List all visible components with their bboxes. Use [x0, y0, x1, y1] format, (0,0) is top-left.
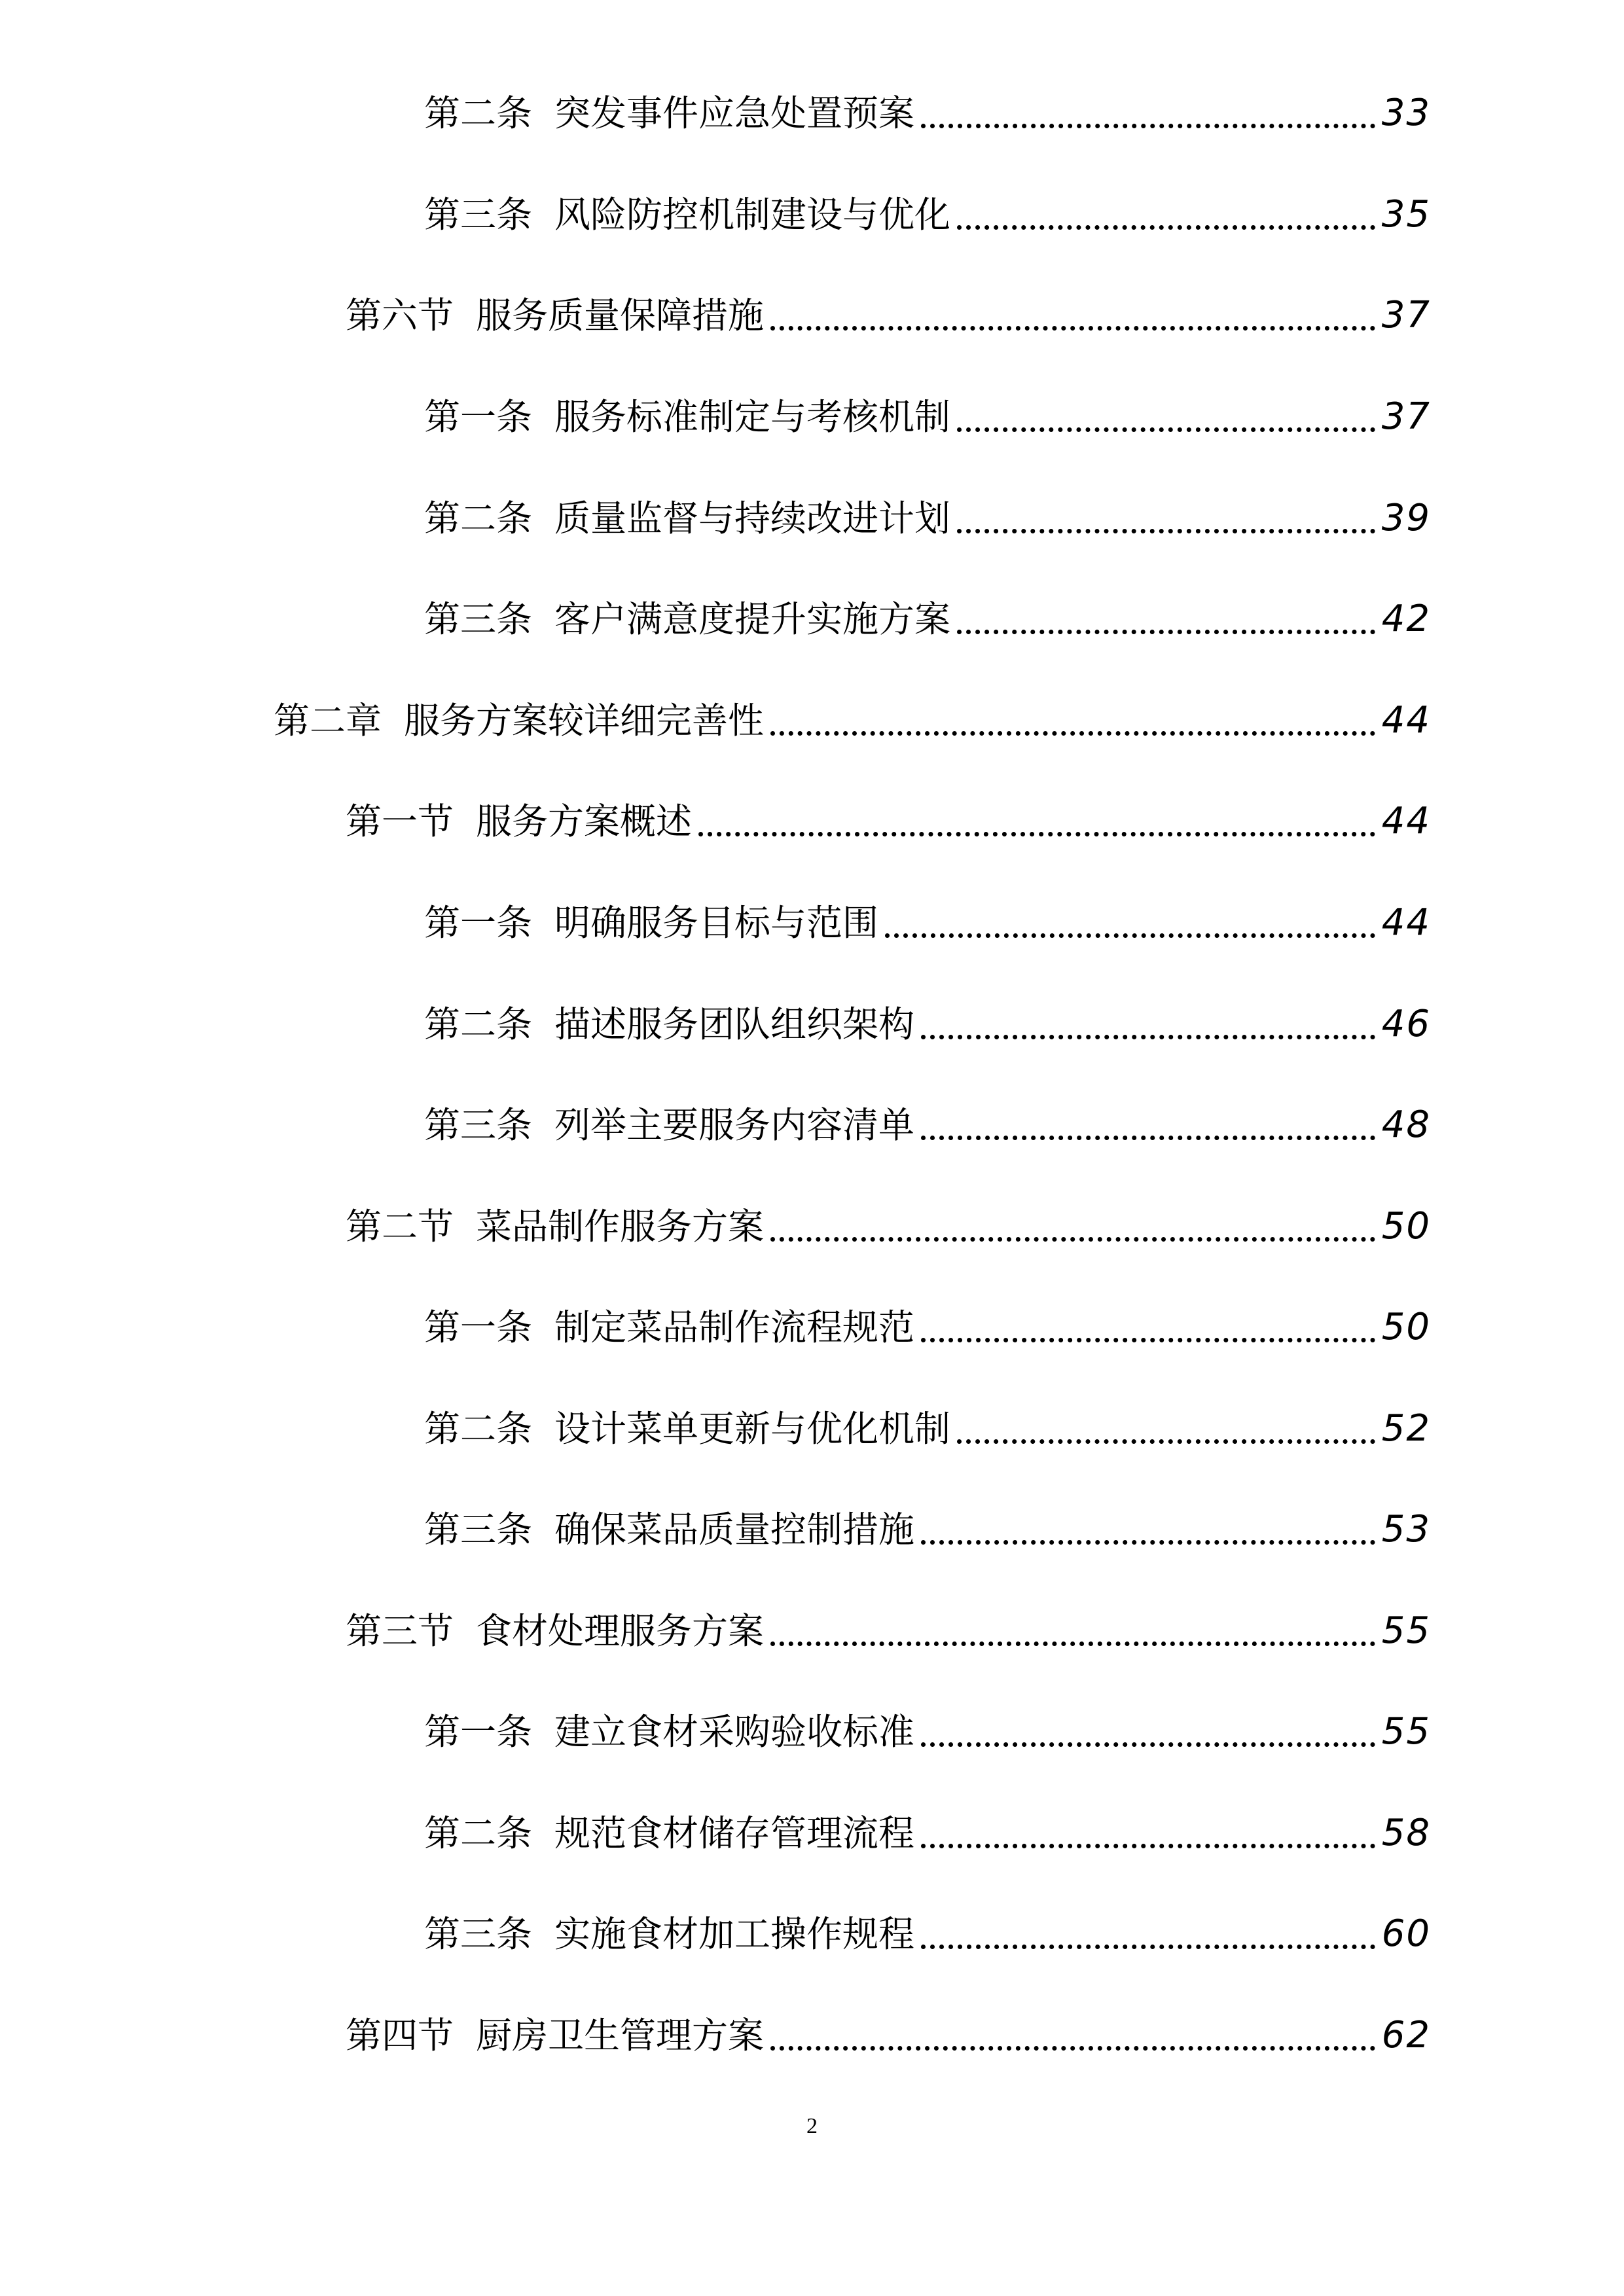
toc-entry-page: 55: [1381, 1710, 1431, 1753]
toc-entry[interactable]: [424, 893, 1431, 952]
toc-entry-number: 第二章: [274, 700, 382, 742]
toc-entry[interactable]: [346, 1602, 1431, 1660]
toc-entry-page: 48: [1381, 1103, 1431, 1146]
toc-entry-page: 58: [1381, 1812, 1431, 1854]
dot-leader: [770, 730, 1375, 736]
toc-entry-page: 44: [1381, 901, 1431, 944]
toc-entry[interactable]: [274, 691, 1431, 750]
toc-entry-number: 第二条: [424, 92, 533, 134]
toc-entry-label: [424, 590, 950, 649]
toc-entry-number: 第三条: [424, 1509, 533, 1551]
toc-entry-label: [346, 286, 764, 345]
toc-entry-number: 第三条: [424, 598, 533, 640]
toc-entry-number: 第二条: [424, 1408, 533, 1450]
toc-entry-page: 39: [1381, 497, 1431, 539]
toc-entry-label: [424, 995, 914, 1054]
toc-entry-title: 厨房卫生管理方案: [476, 2015, 765, 2056]
toc-entry-page: 44: [1381, 800, 1431, 842]
toc-entry-page: 42: [1381, 598, 1431, 640]
toc-entry-title: 实施食材加工操作规程: [554, 1913, 915, 1955]
toc-entry-label: [424, 1905, 914, 1964]
toc-entry-page: 60: [1381, 1912, 1431, 1955]
toc-entry-title: 风险防控机制建设与优化: [554, 194, 951, 236]
toc-entry-page: 37: [1381, 395, 1431, 438]
toc-entry-page: 35: [1381, 193, 1431, 236]
toc-entry[interactable]: [424, 489, 1431, 548]
toc-entry-title: 确保菜品质量控制措施: [554, 1509, 915, 1551]
toc-entry-number: 第二节: [346, 1206, 454, 1247]
toc-entry[interactable]: [424, 185, 1431, 244]
toc-entry[interactable]: [424, 84, 1431, 143]
toc-entry-page: 37: [1381, 294, 1431, 336]
toc-entry-label: [346, 1197, 764, 1256]
toc-entry-number: 第三条: [424, 1913, 533, 1955]
toc-entry-label: [346, 792, 692, 851]
toc-entry[interactable]: [424, 1905, 1431, 1964]
toc-entry[interactable]: [424, 1298, 1431, 1357]
toc-entry-label: [346, 1602, 764, 1660]
dot-leader: [921, 123, 1375, 128]
toc-entry-page: 50: [1381, 1205, 1431, 1247]
dot-leader: [770, 1236, 1375, 1242]
toc-entry-label: [424, 893, 878, 952]
toc-entry-number: 第三条: [424, 1104, 533, 1146]
toc-entry[interactable]: [424, 1500, 1431, 1559]
toc-entry-number: 第一节: [346, 800, 454, 842]
toc-entry[interactable]: [346, 1197, 1431, 1256]
dot-leader: [921, 1742, 1375, 1747]
toc-entry-title: 质量监督与持续改进计划: [554, 497, 951, 539]
dot-leader: [957, 629, 1375, 634]
dot-leader: [921, 1034, 1375, 1039]
dot-leader: [921, 1944, 1375, 1949]
toc-entry-label: [424, 1298, 914, 1357]
toc-entry-page: 46: [1381, 1003, 1431, 1045]
toc-entry-number: 第二条: [424, 1003, 533, 1045]
dot-leader: [957, 528, 1375, 533]
toc-entry-label: [424, 387, 950, 446]
toc-entry-number: 第三节: [346, 1610, 454, 1652]
toc-entry-label: [346, 2006, 764, 2065]
dot-leader: [921, 1337, 1375, 1342]
toc-entry-number: 第三条: [424, 194, 533, 236]
dot-leader: [921, 1843, 1375, 1848]
toc-entry-label: [424, 489, 950, 548]
toc-entry[interactable]: [424, 387, 1431, 446]
dot-leader: [770, 2045, 1375, 2051]
toc-entry-page: 55: [1381, 1609, 1431, 1652]
toc-entry-number: 第六节: [346, 295, 454, 336]
toc-entry-page: 52: [1381, 1407, 1431, 1450]
toc-entry-label: [424, 1804, 914, 1863]
toc-entry-label: [424, 84, 914, 143]
toc-entry-label: [424, 1500, 914, 1559]
toc-entry[interactable]: [424, 1399, 1431, 1458]
toc-entry-page: 44: [1381, 699, 1431, 742]
dot-leader: [770, 1641, 1375, 1646]
toc-entry-title: 食材处理服务方案: [476, 1610, 765, 1652]
toc-entry-page: 50: [1381, 1306, 1431, 1348]
dot-leader: [957, 427, 1375, 432]
toc-entry-title: 设计菜单更新与优化机制: [554, 1408, 951, 1450]
toc-entry[interactable]: [424, 1804, 1431, 1863]
toc-entry-number: 第四节: [346, 2015, 454, 2056]
toc-entry-label: [424, 1096, 914, 1155]
toc-entry-title: 服务方案较详细完善性: [404, 700, 765, 742]
toc-entry-page: 33: [1381, 92, 1431, 134]
toc-entry-title: 明确服务目标与范围: [554, 902, 879, 944]
toc-entry-title: 制定菜品制作流程规范: [554, 1306, 915, 1348]
dot-leader: [921, 1539, 1375, 1545]
toc-entry-title: 服务质量保障措施: [476, 295, 765, 336]
toc-entry[interactable]: [346, 2006, 1431, 2065]
toc-entry-title: 建立食材采购验收标准: [554, 1711, 915, 1753]
toc-entry[interactable]: [424, 590, 1431, 649]
dot-leader: [957, 224, 1375, 230]
toc-entry[interactable]: [346, 792, 1431, 851]
toc-entry-title: 服务方案概述: [476, 800, 693, 842]
toc-entry-page: 62: [1381, 2014, 1431, 2056]
toc-entry-title: 客户满意度提升实施方案: [554, 598, 951, 640]
toc-entry-label: [424, 1702, 914, 1761]
toc-entry-number: 第一条: [424, 396, 533, 438]
page-number: 2: [806, 2114, 818, 2138]
dot-leader: [957, 1439, 1375, 1444]
toc-entry-number: 第一条: [424, 1711, 533, 1753]
toc-entry[interactable]: [424, 1702, 1431, 1761]
toc-entry-label: [424, 185, 950, 244]
toc-entry-number: 第二条: [424, 1812, 533, 1854]
toc-entry-label: [424, 1399, 950, 1458]
toc-entry-title: 规范食材储存管理流程: [554, 1812, 915, 1854]
toc-entry-title: 描述服务团队组织架构: [554, 1003, 915, 1045]
toc-entry[interactable]: [424, 995, 1431, 1054]
dot-leader: [770, 325, 1375, 331]
toc-entry-title: 服务标准制定与考核机制: [554, 396, 951, 438]
toc-entry[interactable]: [424, 1096, 1431, 1155]
toc-entry[interactable]: [346, 286, 1431, 345]
toc-entry-page: 53: [1381, 1508, 1431, 1551]
toc-entry-label: [274, 691, 764, 750]
toc-entry-number: 第一条: [424, 1306, 533, 1348]
toc-entry-number: 第一条: [424, 902, 533, 944]
dot-leader: [921, 1135, 1375, 1140]
toc-entry-title: 列举主要服务内容清单: [554, 1104, 915, 1146]
toc-entry-number: 第二条: [424, 497, 533, 539]
dot-leader: [698, 831, 1375, 836]
toc-entry-title: 突发事件应急处置预案: [554, 92, 915, 134]
dot-leader: [885, 933, 1375, 938]
toc-entry-title: 菜品制作服务方案: [476, 1206, 765, 1247]
